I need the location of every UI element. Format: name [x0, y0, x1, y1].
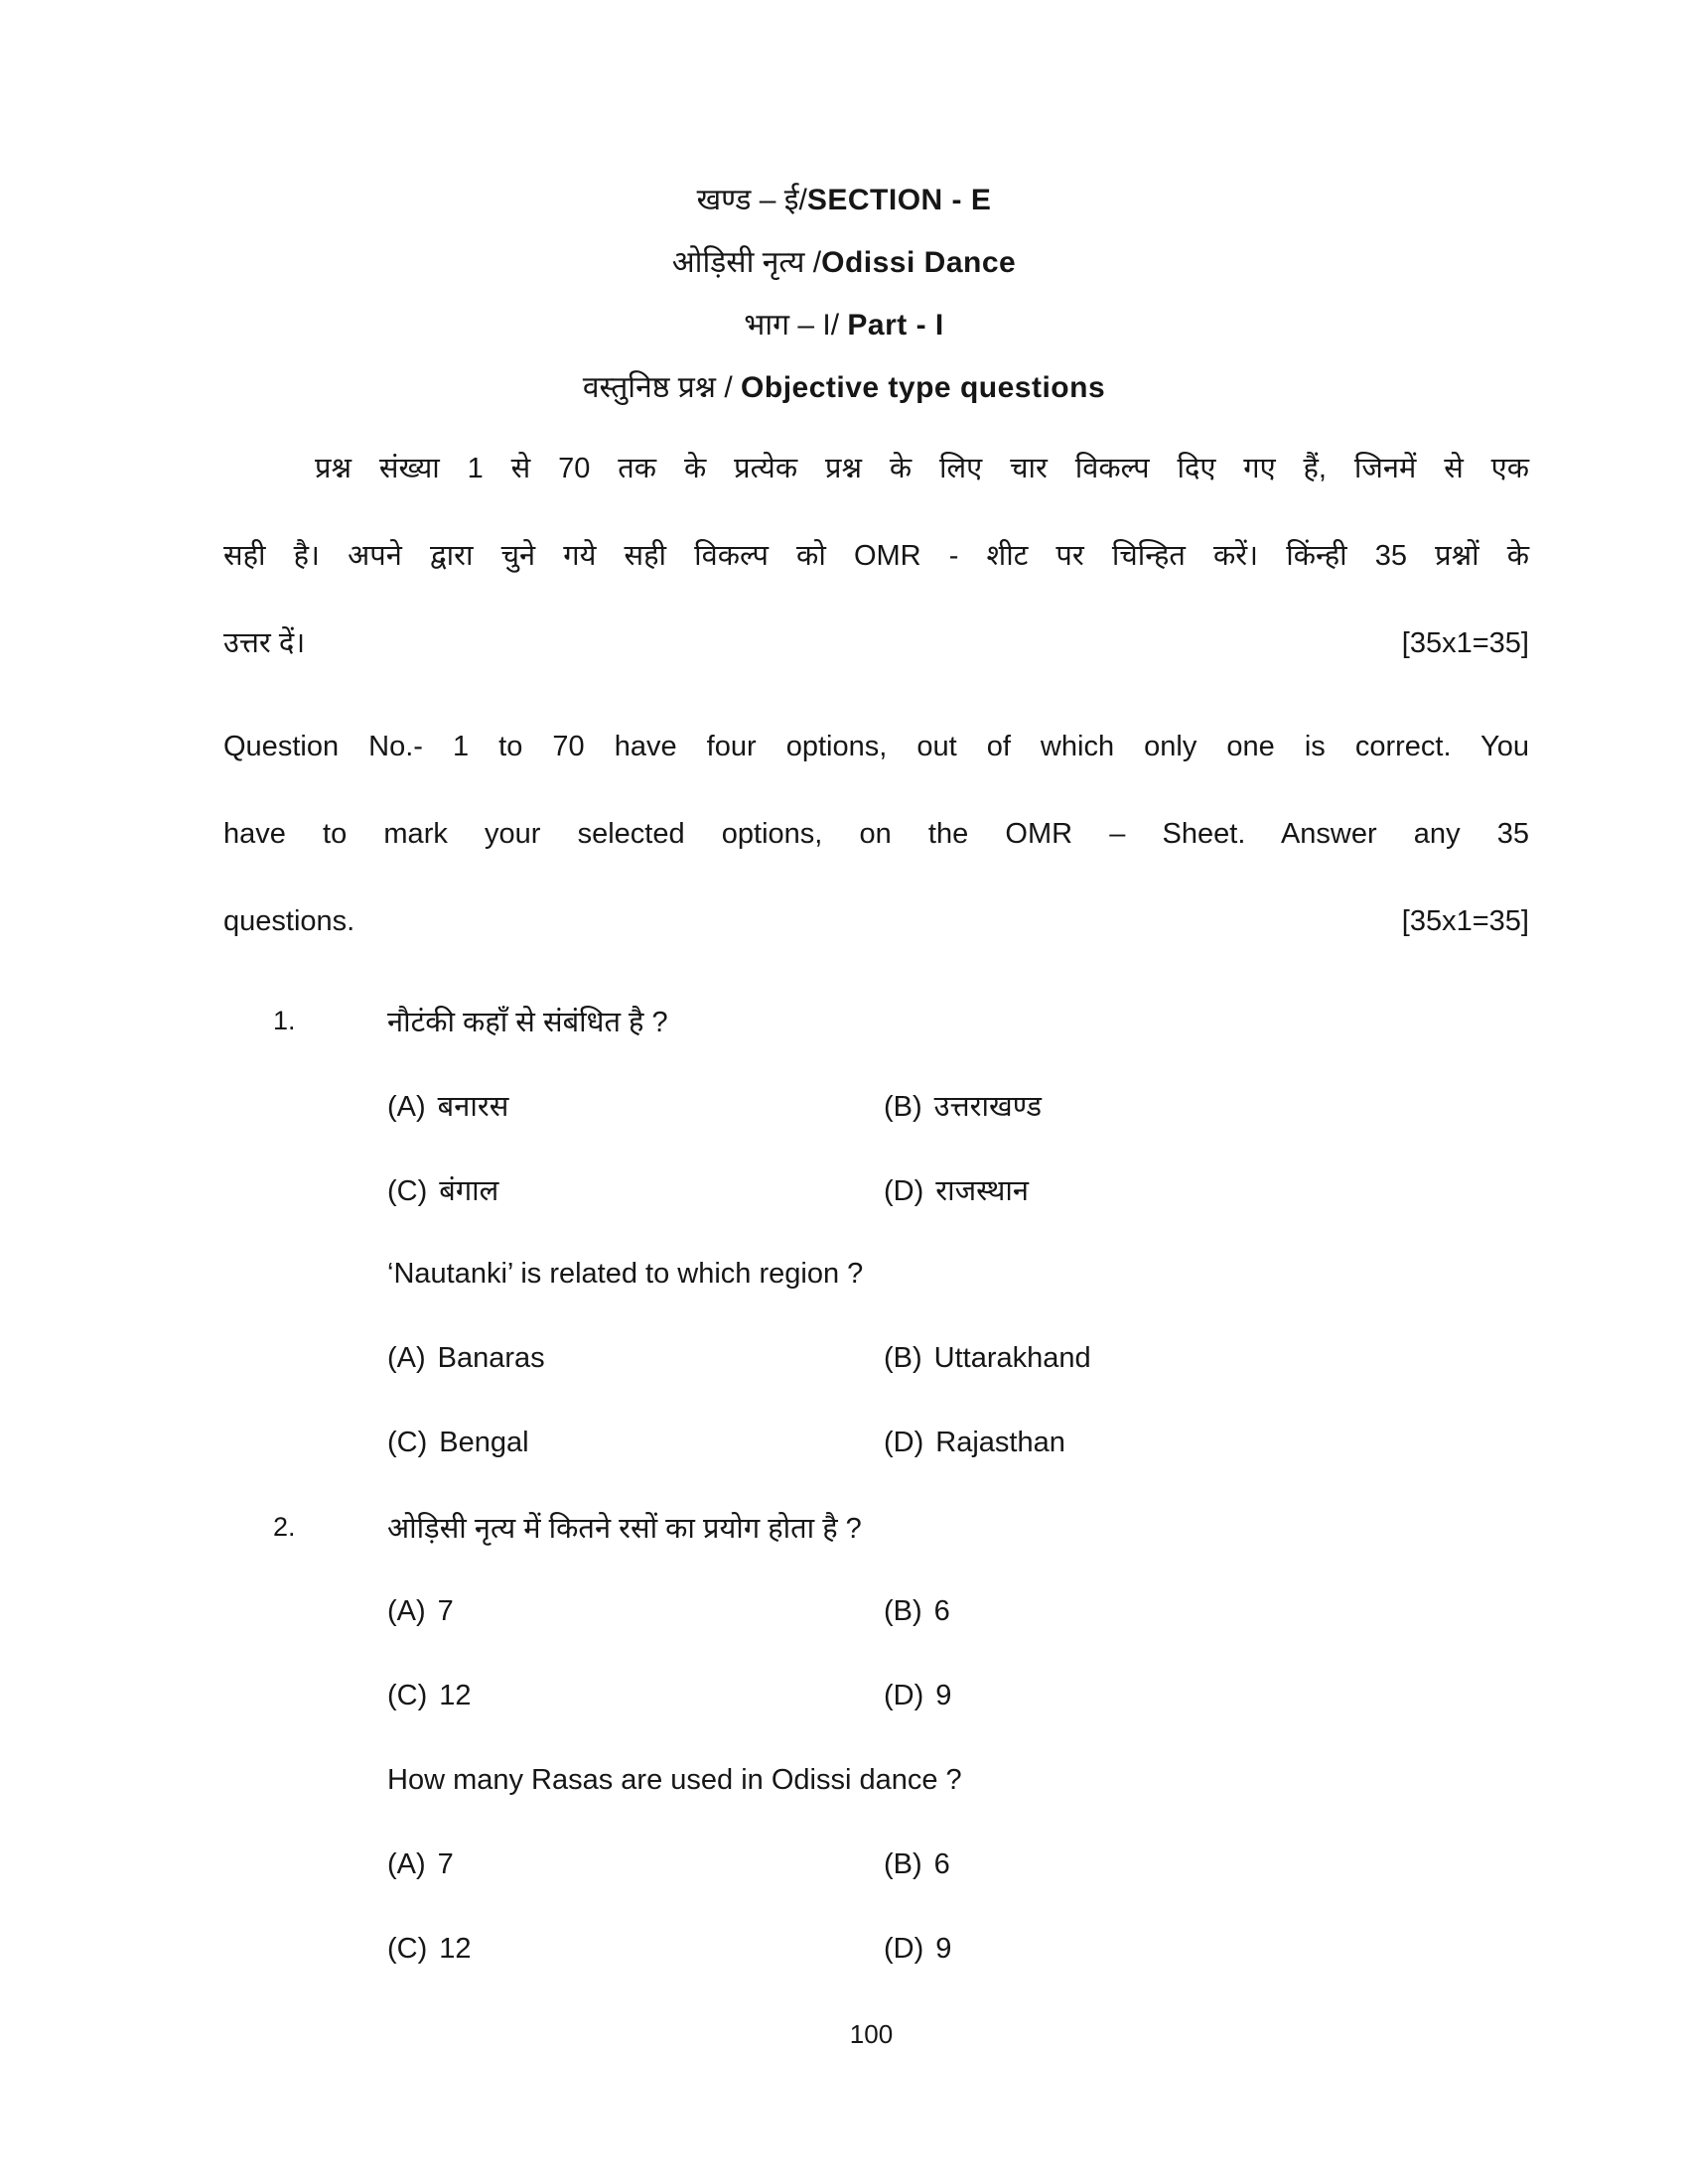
question-1-hindi-text-row [223, 979, 1529, 1063]
option-c [387, 1170, 884, 1209]
subject-title-hindi: ओड़िसी नृत्य [671, 246, 805, 279]
marks-scheme: [35x1=35] [1401, 627, 1529, 659]
option-label: (A) [387, 1848, 426, 1880]
subject-title-english: Odissi Dance [821, 246, 1017, 279]
option-label: (B) [884, 1595, 922, 1627]
option-text: 12 [439, 1933, 472, 1965]
instructions-hindi-line-2: सही है। अपने द्वारा चुने गये सही विकल्प को OMR - शीट पर चिन्हित करें। किंन्ही 35 प्रश्नों के [223, 540, 1529, 572]
option-label: (D) [884, 1175, 924, 1207]
option-label: (C) [387, 1175, 428, 1207]
option-b [884, 1595, 950, 1628]
option-a [387, 1342, 884, 1375]
question-1-english-text-row [223, 1232, 1529, 1316]
header-part-line [0, 294, 1688, 356]
instructions-english-line-3 [223, 878, 1529, 965]
slash-separator: / [716, 371, 742, 404]
slash-separator: / [830, 309, 848, 341]
option-text: 7 [437, 1595, 454, 1627]
option-text: 6 [933, 1848, 950, 1880]
question-1-english-options-row-1 [223, 1316, 1529, 1401]
section-header [0, 169, 1688, 419]
option-d [884, 1933, 951, 1966]
option-d [884, 1170, 1029, 1209]
option-text: Rajasthan [935, 1427, 1065, 1458]
question-type-hindi: वस्तुनिष्ठ प्रश्न [582, 371, 717, 404]
option-text: 6 [933, 1595, 950, 1627]
instructions-english-line-1: Question No.- 1 to 70 have four options, out of which only one is correct. You [223, 731, 1529, 762]
option-c [387, 1680, 884, 1712]
option-a [387, 1848, 884, 1881]
option-text: 9 [935, 1933, 952, 1965]
option-label: (B) [884, 1091, 922, 1123]
option-label: (A) [387, 1342, 426, 1374]
option-b [884, 1848, 950, 1881]
instructions-english-closing: questions. [223, 905, 355, 937]
question-text-english: How many Rasas are used in Odissi dance ? [387, 1764, 962, 1796]
option-text: Uttarakhand [933, 1342, 1091, 1374]
option-label: (D) [884, 1680, 924, 1711]
slash-separator: / [798, 184, 807, 216]
option-c [387, 1933, 884, 1966]
question-1 [223, 979, 1529, 1485]
question-2-hindi-text-row [223, 1485, 1529, 1570]
header-section-line [0, 169, 1688, 231]
instructions-hindi [223, 425, 1529, 687]
option-label: (D) [884, 1933, 924, 1965]
option-b [884, 1086, 1042, 1125]
option-label: (D) [884, 1427, 924, 1458]
question-1-hindi-options-row-2 [223, 1148, 1529, 1232]
instructions-hindi-line-1: प्रश्न संख्या 1 से 70 तक के प्रत्येक प्रश्न के लिए चार विकल्प दिए गए हैं, जिनमें से एक [315, 453, 1529, 484]
option-text: राजस्थान [935, 1175, 1029, 1207]
option-d [884, 1680, 951, 1712]
option-label: (B) [884, 1848, 922, 1880]
slash-separator: / [804, 246, 822, 279]
instructions-hindi-line-3 [223, 600, 1529, 687]
option-label: (B) [884, 1342, 922, 1374]
question-text-hindi: नौटंकी कहाँ से संबंधित है ? [387, 1007, 668, 1038]
question-2-hindi-options-row-1 [223, 1570, 1529, 1654]
question-text-hindi: ओड़िसी नृत्य में कितने रसों का प्रयोग होता है ? [387, 1513, 862, 1545]
part-title-english: Part - I [847, 309, 944, 341]
marks-scheme: [35x1=35] [1401, 905, 1529, 937]
option-label: (A) [387, 1091, 426, 1123]
question-1-hindi-options-row-1 [223, 1063, 1529, 1148]
question-2-english-options-row-2 [223, 1907, 1529, 1991]
option-text: Bengal [439, 1427, 529, 1458]
option-d [884, 1427, 1065, 1459]
question-2-english-text-row [223, 1738, 1529, 1823]
question-1-english-options-row-2 [223, 1401, 1529, 1485]
option-text: 7 [437, 1848, 454, 1880]
page-content [223, 0, 1529, 1991]
option-text: बनारस [437, 1091, 509, 1123]
question-2 [223, 1485, 1529, 1991]
option-a [387, 1595, 884, 1628]
option-label: (C) [387, 1427, 428, 1458]
header-type-line [0, 356, 1688, 419]
option-text: 9 [935, 1680, 952, 1711]
option-text: 12 [439, 1680, 472, 1711]
option-text: बंगाल [439, 1175, 499, 1207]
question-number: 1. [273, 1006, 296, 1035]
question-2-hindi-options-row-2 [223, 1654, 1529, 1738]
question-number: 2. [273, 1512, 296, 1542]
question-2-english-options-row-1 [223, 1823, 1529, 1907]
option-label: (C) [387, 1933, 428, 1965]
option-c [387, 1427, 884, 1459]
question-type-english: Objective type questions [741, 371, 1106, 404]
page-number: 100 [849, 2019, 894, 2049]
question-list [223, 979, 1529, 1991]
part-title-hindi: भाग – I [744, 309, 831, 341]
instructions-english-line-2: have to mark your selected options, on the OMR – Sheet. Answer any 35 [223, 818, 1529, 850]
header-subject-line [0, 231, 1688, 294]
question-text-english: ‘Nautanki’ is related to which region ? [387, 1258, 864, 1290]
section-title-hindi: खण्ड – ई [696, 184, 799, 216]
option-label: (C) [387, 1680, 428, 1711]
option-text: Banaras [437, 1342, 545, 1374]
option-label: (A) [387, 1595, 426, 1627]
instructions-hindi-closing: उत्तर दें। [223, 627, 306, 659]
option-a [387, 1086, 884, 1125]
option-b [884, 1342, 1091, 1375]
option-text: उत्तराखण्ड [933, 1091, 1042, 1123]
instructions-english [223, 703, 1529, 965]
section-title-english: SECTION - E [806, 184, 992, 216]
